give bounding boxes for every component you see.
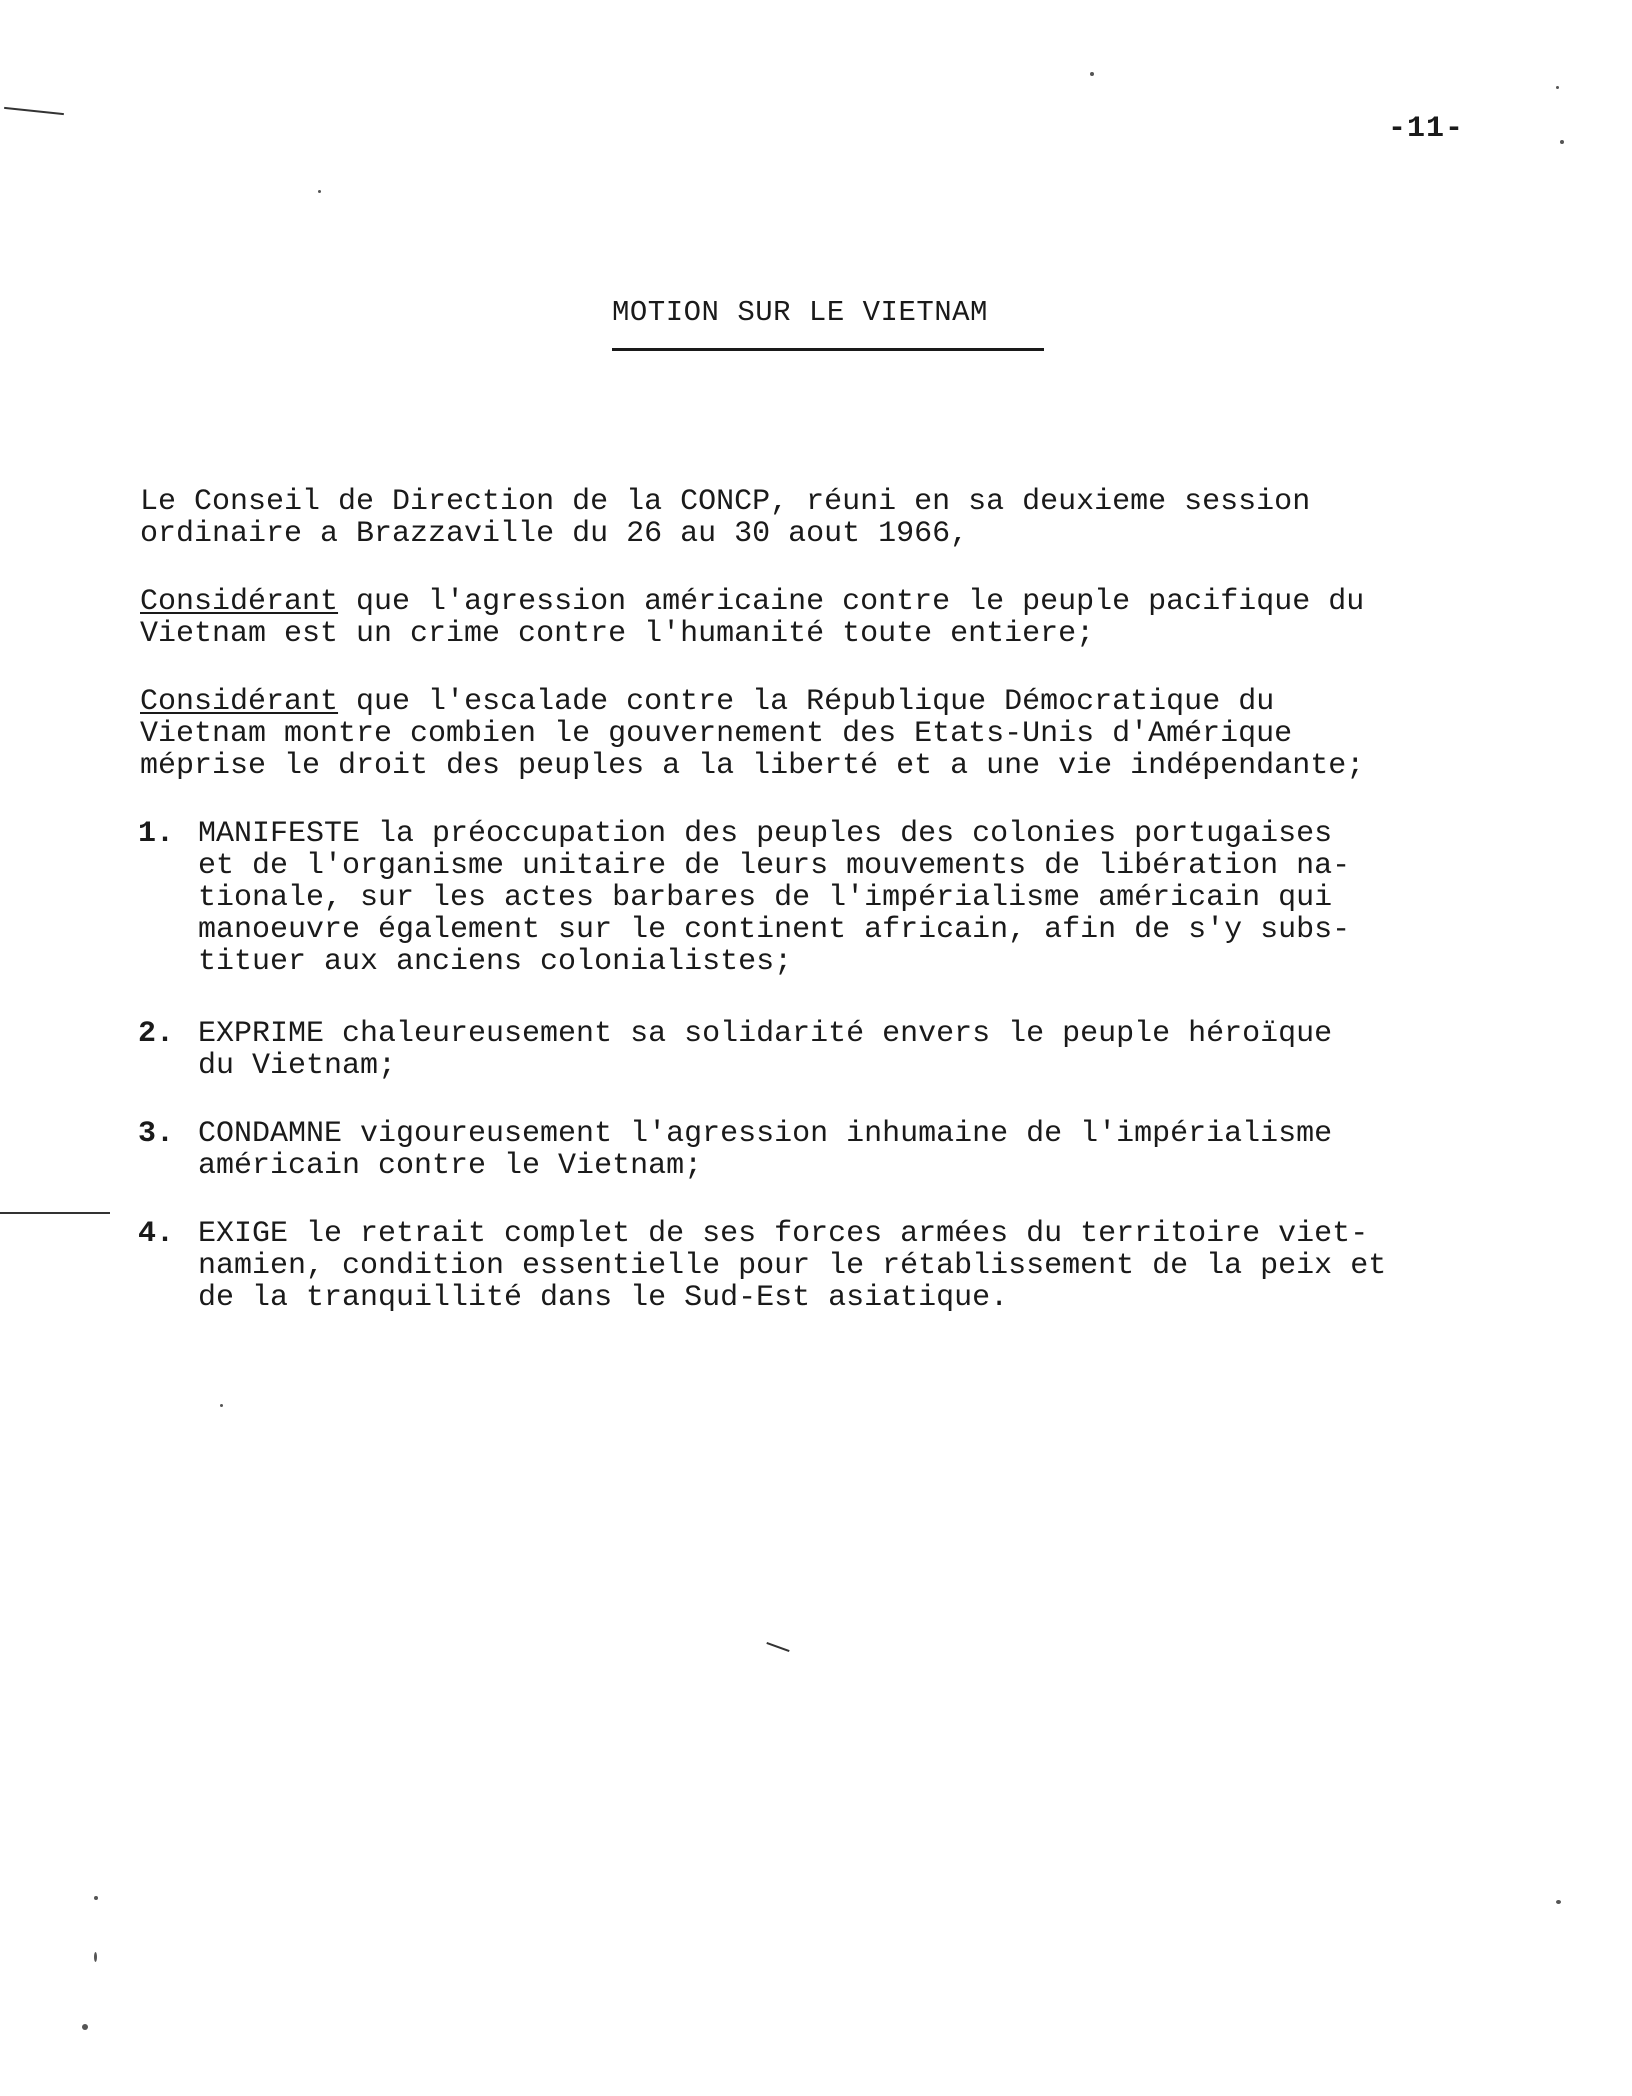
considerant-keyword: Considérant	[140, 585, 339, 619]
considerant-paragraph-2	[140, 686, 1560, 782]
scan-speck	[1556, 1900, 1561, 1904]
resolution-line: EXIGE le retrait complet de ses forces armées du territoire viet-	[198, 1217, 1369, 1251]
resolution-line: tituer aux anciens colonialistes;	[198, 945, 793, 979]
considerant-keyword: Considérant	[140, 685, 339, 719]
considerant-text: que l'agression américaine contre le peuple pacifique du	[338, 585, 1365, 619]
resolution-line: CONDAMNE vigoureusement l'agression inhumaine de l'impérialisme	[198, 1117, 1333, 1151]
scan-speck	[318, 190, 321, 193]
scan-speck	[94, 1952, 97, 1962]
resolution-number: 1.	[138, 817, 175, 851]
resolution-line: et de l'organisme unitaire de leurs mouvements de libération na-	[198, 849, 1351, 883]
resolution-line: tionale, sur les actes barbares de l'impérialisme américain qui	[198, 881, 1333, 915]
scan-mark	[4, 107, 64, 115]
scan-mark	[766, 1642, 789, 1652]
resolution-text	[198, 1218, 1386, 1314]
resolution-line: EXPRIME chaleureusement sa solidarité envers le peuple héroïque	[198, 1017, 1333, 1051]
resolution-line: namien, condition essentielle pour le rétablissement de la peix et	[198, 1249, 1387, 1283]
considerant-text: Vietnam montre combien le gouvernement des Etats-Unis d'Amérique	[140, 717, 1293, 751]
intro-line: ordinaire a Brazzaville du 26 au 30 aout 1966,	[140, 517, 969, 551]
resolution-text	[198, 818, 1350, 978]
considerant-text: que l'escalade contre la République Démocratique du	[338, 685, 1275, 719]
resolution-line: manoeuvre également sur le continent africain, afin de s'y subs-	[198, 913, 1351, 947]
considerant-text: Vietnam est un crime contre l'humanité toute entiere;	[140, 617, 1095, 651]
resolution-number: 3.	[138, 1117, 175, 1151]
considerant-paragraph-1	[140, 586, 1560, 650]
scan-speck	[94, 1896, 98, 1900]
page-number: -11-	[1388, 112, 1465, 146]
scan-speck	[82, 2024, 88, 2030]
scan-speck	[1090, 72, 1094, 76]
intro-paragraph	[140, 486, 1560, 550]
resolution-line: de la tranquillité dans le Sud-Est asiatique.	[198, 1281, 1009, 1315]
resolution-line: du Vietnam;	[198, 1049, 397, 1083]
scan-speck	[1560, 140, 1564, 144]
resolution-line: américain contre le Vietnam;	[198, 1149, 703, 1183]
scan-speck	[220, 1404, 223, 1407]
resolution-line: MANIFESTE la préoccupation des peuples des colonies portugaises	[198, 817, 1333, 851]
resolution-number: 2.	[138, 1017, 175, 1051]
intro-line: Le Conseil de Direction de la CONCP, réuni en sa deuxieme session	[140, 485, 1311, 519]
title-underline	[612, 348, 1044, 351]
page-title: MOTION SUR LE VIETNAM	[612, 296, 988, 329]
scan-speck	[1556, 86, 1559, 89]
resolution-number: 4.	[138, 1217, 175, 1251]
resolution-text	[198, 1118, 1332, 1182]
scan-mark	[0, 1212, 110, 1214]
considerant-text: méprise le droit des peuples a la liberté et a une vie indépendante;	[140, 749, 1365, 783]
resolution-text	[198, 1018, 1332, 1082]
